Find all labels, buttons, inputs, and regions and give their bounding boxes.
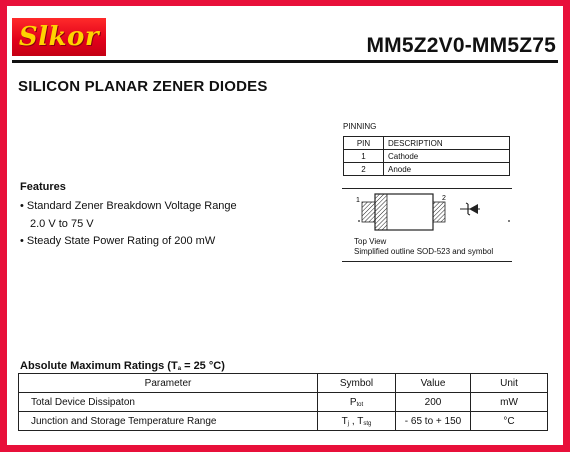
unit-cell: mW bbox=[471, 393, 548, 412]
ratings-heading: Absolute Maximum Ratings ($T_a = 25$ °C) bbox=[20, 360, 225, 372]
value-column-header: Value bbox=[396, 374, 471, 393]
ratings-header-row bbox=[19, 374, 548, 393]
pin-column-header: PIN bbox=[344, 137, 384, 150]
part-number: MM5Z2V0-MM5Z75 bbox=[366, 34, 556, 57]
table-row bbox=[344, 163, 510, 176]
parameter-cell: Total Device Dissipaton bbox=[19, 393, 318, 412]
header-divider bbox=[12, 60, 558, 63]
sod523-package-icon bbox=[362, 194, 445, 230]
value-cell: 200 bbox=[396, 393, 471, 412]
pinning-header-row bbox=[344, 137, 510, 150]
symbol-column-header: Symbol bbox=[318, 374, 396, 393]
pinning-table bbox=[343, 136, 510, 176]
table-row bbox=[19, 412, 548, 431]
pin-number: 2 bbox=[344, 163, 384, 176]
package-caption bbox=[354, 237, 493, 257]
pin-description: Anode bbox=[384, 163, 510, 176]
pin2-marker: 2 bbox=[442, 195, 446, 202]
parameter-cell: Junction and Storage Temperature Range bbox=[19, 412, 318, 431]
symbol-cell: $P_{tot}$ bbox=[318, 393, 396, 412]
zener-diode-symbol-icon bbox=[460, 203, 480, 215]
list-item: • Standard Zener Breakdown Voltage Range bbox=[20, 200, 237, 212]
features-heading: Features bbox=[20, 181, 66, 193]
table-row bbox=[344, 150, 510, 163]
list-item: 2.0 V to 75 V bbox=[30, 217, 94, 230]
symbol-cell: $T_j$ , $T_{stg}$ bbox=[318, 412, 396, 431]
ratings-table bbox=[18, 373, 548, 431]
value-cell: - 65 to + 150 bbox=[396, 412, 471, 431]
features-list bbox=[20, 198, 237, 251]
package-drawing bbox=[342, 189, 512, 237]
pin-number: 1 bbox=[344, 150, 384, 163]
unit-column-header: Unit bbox=[471, 374, 548, 393]
caption-top-view: Top View bbox=[354, 237, 387, 246]
caption-outline: Simplified outline SOD-523 and symbol bbox=[354, 247, 494, 256]
description-column-header: DESCRIPTION bbox=[384, 137, 510, 150]
package-outline-box bbox=[342, 188, 512, 262]
pinning-label: PINNING bbox=[343, 122, 377, 131]
table-row bbox=[19, 393, 548, 412]
pin1-marker: 1 bbox=[356, 197, 360, 204]
pin-description: Cathode bbox=[384, 150, 510, 163]
document-title: SILICON PLANAR ZENER DIODES bbox=[18, 78, 268, 95]
brand-logo-text: Slkor bbox=[18, 22, 100, 52]
unit-cell: °C bbox=[471, 412, 548, 431]
brand-logo bbox=[12, 18, 106, 56]
parameter-column-header: Parameter bbox=[19, 374, 318, 393]
list-item: • Steady State Power Rating of 200 mW bbox=[20, 235, 216, 247]
